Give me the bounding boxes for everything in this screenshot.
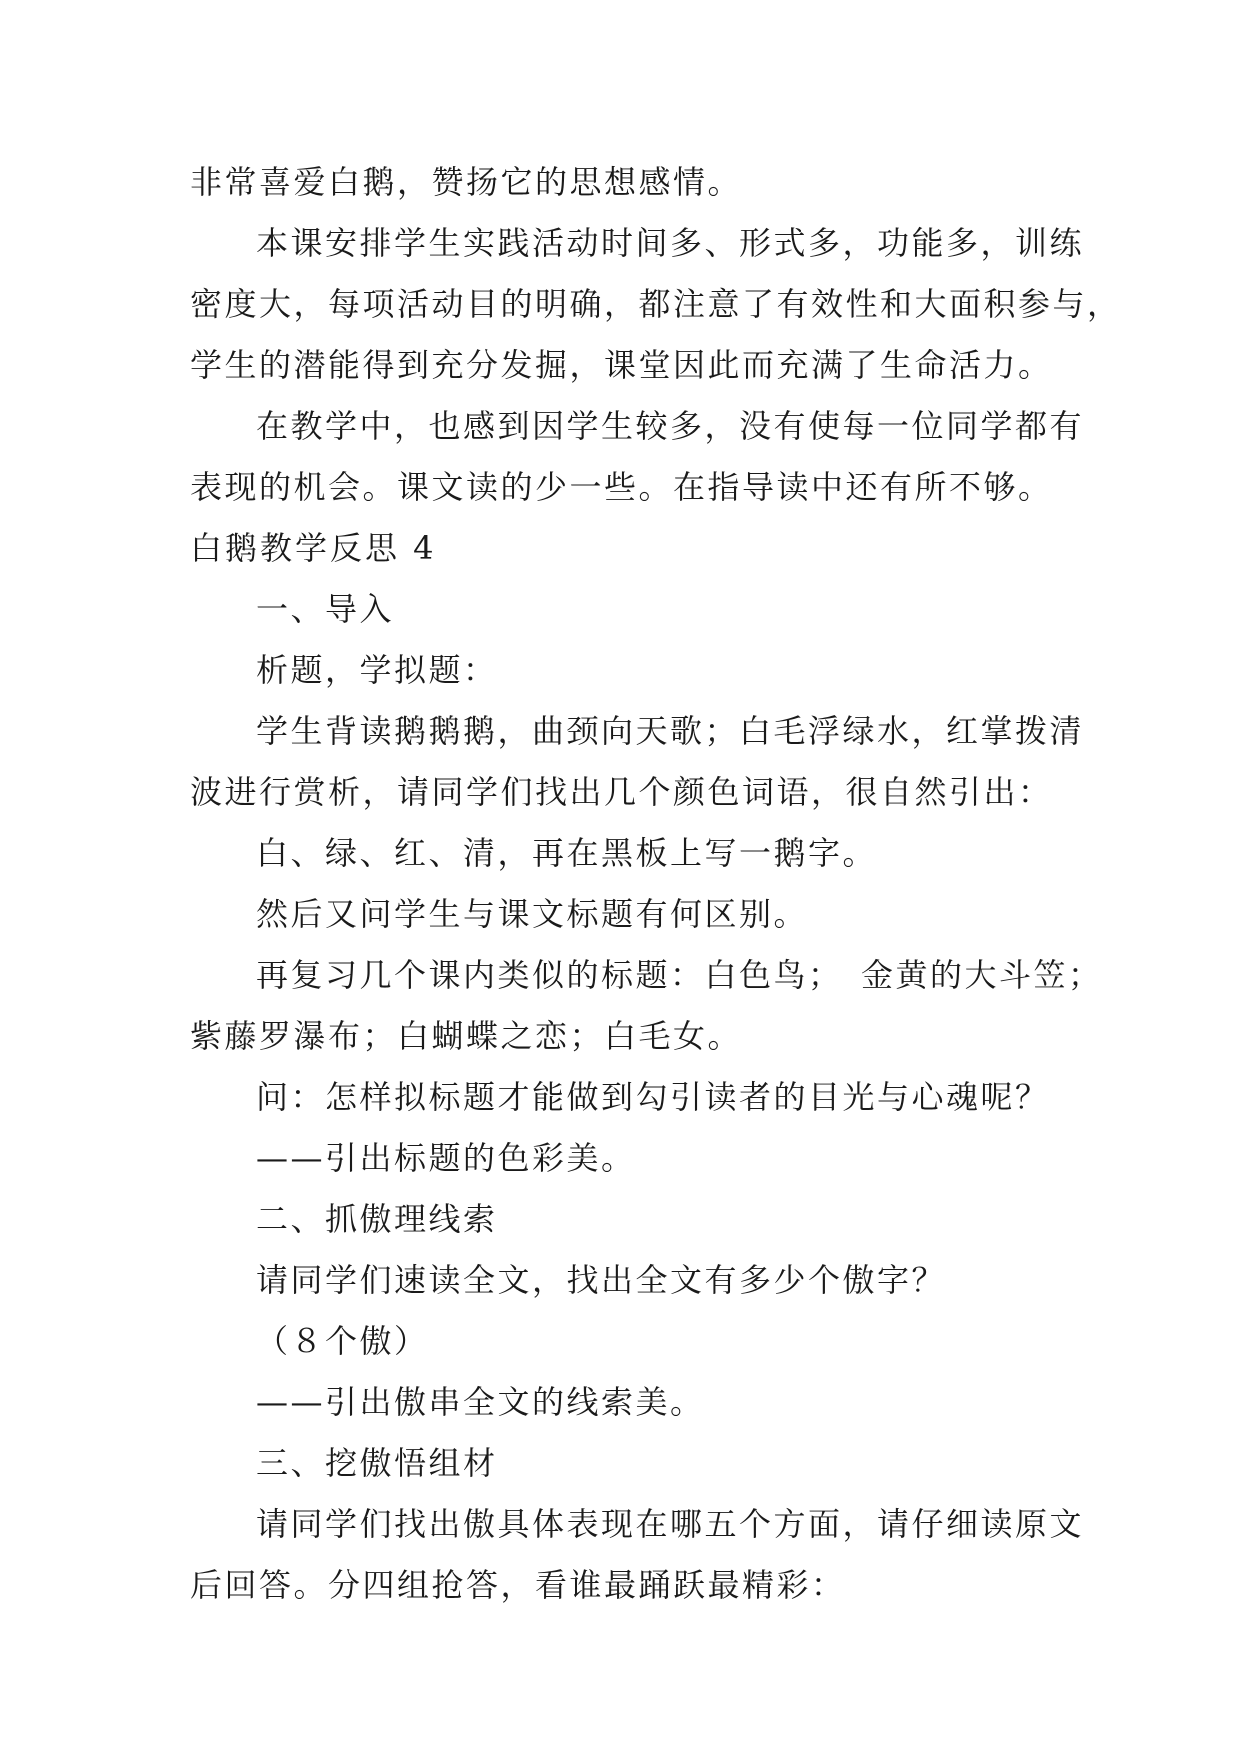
paragraph-line: ——引出傲串全文的线索美。 [256, 1383, 705, 1421]
paragraph-line: 析题，学拟题： [256, 651, 498, 689]
subheading: 二、抓傲理线索 [256, 1200, 498, 1238]
subheading: 一、导入 [256, 590, 395, 628]
paragraph-line: 紫藤罗瀑布；白蝴蝶之恋；白毛女。 [190, 1017, 743, 1055]
paragraph-line: （８个傲） [256, 1322, 429, 1360]
document-body [190, 152, 1122, 1616]
subheading: 三、挖傲悟组材 [256, 1444, 498, 1482]
paragraph-line: 请同学们找出傲具体表现在哪五个方面，请仔细读原文 [256, 1505, 1085, 1543]
paragraph-line: 非常喜爱白鹅，赞扬它的思想感情。 [190, 163, 743, 201]
paragraph-line: 波进行赏析，请同学们找出几个颜色词语，很自然引出： [190, 773, 1053, 811]
paragraph-line: 密度大，每项活动目的明确，都注意了有效性和大面积参与， [190, 285, 1122, 323]
paragraph-line: ——引出标题的色彩美。 [256, 1139, 636, 1177]
paragraph-line: 白、绿、红、清，再在黑板上写一鹅字。 [256, 834, 878, 872]
paragraph-line: 学生的潜能得到充分发掘，课堂因此而充满了生命活力。 [190, 346, 1053, 384]
paragraph-line: 问：怎样拟标题才能做到勾引读者的目光与心魂呢？ [256, 1078, 1050, 1116]
section-heading: 白鹅教学反思 4 [190, 529, 437, 567]
paragraph-line: 学生背读鹅鹅鹅，曲颈向天歌；白毛浮绿水，红掌拨清 [256, 712, 1085, 750]
paragraph-line: 在教学中，也感到因学生较多，没有使每一位同学都有 [256, 407, 1085, 445]
paragraph-line: 请同学们速读全文，找出全文有多少个傲字？ [256, 1261, 947, 1299]
paragraph-line: 后回答。分四组抢答，看谁最踊跃最精彩： [190, 1566, 846, 1604]
paragraph-line: 表现的机会。课文读的少一些。在指导读中还有所不够。 [190, 468, 1053, 506]
paragraph-line: 再复习几个课内类似的标题：白色鸟； 金黄的大斗笠； [256, 956, 1103, 994]
paragraph-line: 本课安排学生实践活动时间多、形式多，功能多，训练 [256, 224, 1085, 262]
paragraph-line: 然后又问学生与课文标题有何区别。 [256, 895, 809, 933]
